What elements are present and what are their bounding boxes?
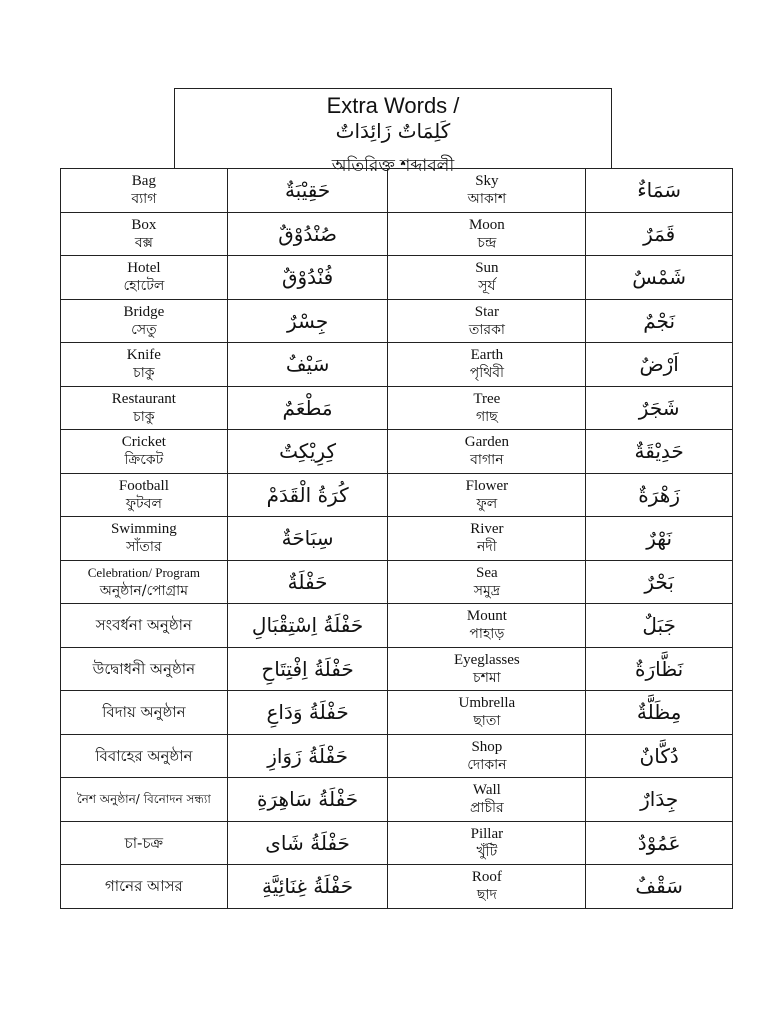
right-meaning-cell bbox=[388, 517, 586, 561]
right-meaning-cell bbox=[388, 691, 586, 735]
english-word: Shop bbox=[471, 738, 503, 755]
right-meaning-cell bbox=[388, 473, 586, 517]
arabic-word: شَجَرٌ bbox=[638, 395, 680, 420]
right-meaning-cell bbox=[388, 212, 586, 256]
right-meaning-cell bbox=[388, 778, 586, 822]
right-arabic-cell bbox=[586, 343, 733, 387]
english-word: Bridge bbox=[123, 303, 165, 320]
bangla-word: প্রাচীর bbox=[469, 800, 504, 817]
arabic-word: نَظَّارَةٌ bbox=[635, 656, 684, 681]
page-title bbox=[175, 93, 611, 143]
english-word: Sun bbox=[475, 260, 499, 277]
arabic-word: حَفْلَةُ زَوَازِ bbox=[267, 743, 348, 768]
right-arabic-cell bbox=[586, 821, 733, 865]
english-word: Eyeglasses bbox=[453, 651, 520, 668]
english-word: Sea bbox=[476, 564, 498, 581]
bangla-word: নদী bbox=[477, 539, 497, 556]
left-meaning-cell bbox=[61, 169, 228, 213]
english-word: Football bbox=[118, 477, 169, 494]
table-row bbox=[61, 212, 733, 256]
left-arabic-cell bbox=[227, 430, 388, 474]
english-word: Sky bbox=[475, 173, 499, 190]
bangla-word: নৈশ অনুষ্ঠান/ বিনোদন সন্ধ্যা bbox=[76, 792, 211, 807]
left-arabic-cell bbox=[227, 517, 388, 561]
arabic-word: فُنْدُوْقٌ bbox=[281, 265, 334, 290]
left-arabic-cell bbox=[227, 604, 388, 648]
title-english: Extra Words / bbox=[326, 93, 460, 118]
english-word: Swimming bbox=[110, 521, 177, 538]
right-arabic-cell bbox=[586, 169, 733, 213]
bangla-word: চা-চক্র bbox=[124, 833, 164, 852]
arabic-word: حَفْلَةٌ bbox=[287, 569, 328, 594]
left-arabic-cell bbox=[227, 473, 388, 517]
bangla-word: সেতু bbox=[131, 321, 157, 338]
left-meaning-cell bbox=[61, 647, 228, 691]
english-word: Tree bbox=[473, 390, 501, 407]
english-word: Garden bbox=[464, 434, 509, 451]
bangla-word: গাছ bbox=[476, 408, 498, 425]
english-word: Mount bbox=[466, 608, 507, 625]
table-row bbox=[61, 169, 733, 213]
bangla-word: দোকান bbox=[467, 756, 507, 773]
bangla-word: চন্দ্র bbox=[477, 234, 497, 251]
arabic-word: حَفْلَةُ اِسْتِقْبَالِ bbox=[251, 613, 364, 638]
left-meaning-cell bbox=[61, 691, 228, 735]
arabic-word: عَمُوْدٌ bbox=[637, 830, 681, 855]
english-word: Earth bbox=[470, 347, 504, 364]
right-meaning-cell bbox=[388, 560, 586, 604]
table-row bbox=[61, 865, 733, 909]
left-meaning-cell bbox=[61, 821, 228, 865]
bangla-word: ব্যাগ bbox=[131, 191, 157, 208]
arabic-word: حَدِيْقَةٌ bbox=[634, 439, 684, 464]
bangla-word: পৃথিবী bbox=[469, 365, 505, 382]
bangla-word: সাঁতার bbox=[126, 539, 162, 556]
english-word: Pillar bbox=[470, 825, 504, 842]
english-word: Bag bbox=[131, 173, 156, 190]
table-row bbox=[61, 299, 733, 343]
right-arabic-cell bbox=[586, 560, 733, 604]
table-row bbox=[61, 560, 733, 604]
arabic-word: حَفْلَةُ وَدَاعِ bbox=[266, 700, 349, 725]
left-meaning-cell bbox=[61, 430, 228, 474]
right-arabic-cell bbox=[586, 691, 733, 735]
bangla-word: পাহাড় bbox=[469, 626, 505, 643]
bangla-word: বাগান bbox=[470, 452, 504, 469]
arabic-word: حَفْلَةُ شَاى bbox=[265, 830, 350, 855]
title-box bbox=[174, 88, 612, 176]
left-meaning-cell bbox=[61, 865, 228, 909]
right-arabic-cell bbox=[586, 212, 733, 256]
english-word: Roof bbox=[471, 869, 502, 886]
arabic-word: زَهْرَةٌ bbox=[638, 482, 681, 507]
arabic-word: جِدَارٌ bbox=[640, 787, 679, 812]
left-arabic-cell bbox=[227, 865, 388, 909]
bangla-word: খুঁটি bbox=[476, 843, 498, 860]
english-word: Celebration/ Program bbox=[87, 564, 200, 580]
arabic-word: سَمَاءٌ bbox=[637, 178, 682, 203]
bangla-word: বিবাহের অনুষ্ঠান bbox=[95, 746, 193, 765]
left-meaning-cell bbox=[61, 473, 228, 517]
bangla-word: বিদায় অনুষ্ঠান bbox=[102, 703, 186, 722]
arabic-word: بَحْرٌ bbox=[644, 569, 674, 594]
left-meaning-cell bbox=[61, 517, 228, 561]
bangla-word: ছাতা bbox=[473, 713, 501, 730]
right-arabic-cell bbox=[586, 517, 733, 561]
bangla-word: গানের আসর bbox=[104, 877, 183, 896]
table-row bbox=[61, 343, 733, 387]
right-arabic-cell bbox=[586, 256, 733, 300]
right-arabic-cell bbox=[586, 604, 733, 648]
right-meaning-cell bbox=[388, 865, 586, 909]
arabic-word: صُنْدُوْقٌ bbox=[278, 221, 337, 246]
vocabulary-table bbox=[60, 168, 733, 909]
english-word: Hotel bbox=[127, 260, 161, 277]
right-meaning-cell bbox=[388, 299, 586, 343]
arabic-word: نَجْمٌ bbox=[643, 308, 676, 333]
right-meaning-cell bbox=[388, 343, 586, 387]
arabic-word: مَطْعَمٌ bbox=[282, 395, 333, 420]
table-row bbox=[61, 604, 733, 648]
table-row bbox=[61, 691, 733, 735]
table-row bbox=[61, 734, 733, 778]
table-row bbox=[61, 778, 733, 822]
arabic-word: حَفْلَةُ غِنَائِيَّةِ bbox=[262, 874, 354, 899]
left-meaning-cell bbox=[61, 256, 228, 300]
english-word: Restaurant bbox=[111, 390, 176, 407]
right-meaning-cell bbox=[388, 430, 586, 474]
bangla-word: উদ্বোধনী অনুষ্ঠান bbox=[92, 659, 196, 678]
left-arabic-cell bbox=[227, 560, 388, 604]
arabic-word: كِرِيْكِتٌ bbox=[279, 439, 336, 464]
arabic-word: دُكَّانٌ bbox=[639, 743, 679, 768]
arabic-word: قَمَرٌ bbox=[643, 221, 676, 246]
left-meaning-cell bbox=[61, 299, 228, 343]
english-word: Box bbox=[131, 216, 157, 233]
arabic-word: نَهْرٌ bbox=[646, 526, 673, 551]
vocabulary-table-body bbox=[61, 169, 733, 909]
left-meaning-cell bbox=[61, 343, 228, 387]
left-meaning-cell bbox=[61, 386, 228, 430]
table-row bbox=[61, 473, 733, 517]
right-meaning-cell bbox=[388, 256, 586, 300]
arabic-word: حَقِيْبَةٌ bbox=[284, 178, 331, 203]
table-row bbox=[61, 256, 733, 300]
left-arabic-cell bbox=[227, 691, 388, 735]
left-arabic-cell bbox=[227, 734, 388, 778]
left-meaning-cell bbox=[61, 212, 228, 256]
arabic-word: حَفْلَةُ سَاهِرَةِ bbox=[257, 787, 359, 812]
left-meaning-cell bbox=[61, 778, 228, 822]
page-subtitle: অতিরিক্ত শব্দাবলী bbox=[331, 156, 455, 176]
arabic-word: جَبَلٌ bbox=[642, 613, 676, 638]
left-arabic-cell bbox=[227, 778, 388, 822]
bangla-word: চশমা bbox=[473, 669, 501, 686]
arabic-word: مِظَلَّةٌ bbox=[636, 700, 682, 725]
english-word: Flower bbox=[465, 477, 509, 494]
right-arabic-cell bbox=[586, 647, 733, 691]
bangla-word: সমুদ্র bbox=[473, 582, 501, 599]
right-meaning-cell bbox=[388, 821, 586, 865]
title-arabic: كَلِمَاتٌ زَائِدَاتٌ bbox=[335, 119, 451, 143]
left-meaning-cell bbox=[61, 560, 228, 604]
arabic-word: كُرَةُ الْقَدَمْ bbox=[266, 482, 349, 507]
english-word: Star bbox=[474, 303, 499, 320]
table-row bbox=[61, 647, 733, 691]
right-meaning-cell bbox=[388, 647, 586, 691]
bangla-word: ছাদ bbox=[476, 887, 497, 904]
left-meaning-cell bbox=[61, 604, 228, 648]
bangla-word: অনুষ্ঠান/পোগ্রাম bbox=[99, 582, 189, 599]
left-arabic-cell bbox=[227, 343, 388, 387]
right-arabic-cell bbox=[586, 865, 733, 909]
left-arabic-cell bbox=[227, 647, 388, 691]
english-word: Knife bbox=[126, 347, 161, 364]
right-meaning-cell bbox=[388, 734, 586, 778]
arabic-word: جِسْرٌ bbox=[286, 308, 329, 333]
english-word: Moon bbox=[468, 216, 505, 233]
left-arabic-cell bbox=[227, 212, 388, 256]
left-meaning-cell bbox=[61, 734, 228, 778]
bangla-word: চাকু bbox=[133, 365, 155, 382]
english-word: River bbox=[470, 521, 504, 538]
english-word: Wall bbox=[472, 782, 501, 799]
bangla-word: সংবর্ধনা অনুষ্ঠান bbox=[95, 616, 192, 635]
left-arabic-cell bbox=[227, 299, 388, 343]
table-row bbox=[61, 821, 733, 865]
right-arabic-cell bbox=[586, 386, 733, 430]
bangla-word: ফুল bbox=[476, 495, 498, 512]
bangla-word: চাকু bbox=[133, 408, 155, 425]
english-word: Cricket bbox=[121, 434, 166, 451]
right-arabic-cell bbox=[586, 473, 733, 517]
table-row bbox=[61, 386, 733, 430]
bangla-word: হোটেল bbox=[123, 278, 165, 295]
table-row bbox=[61, 517, 733, 561]
right-arabic-cell bbox=[586, 778, 733, 822]
english-word: Umbrella bbox=[458, 695, 516, 712]
arabic-word: اَرْضٌ bbox=[639, 352, 679, 377]
bangla-word: ফুটবল bbox=[125, 495, 162, 512]
right-meaning-cell bbox=[388, 169, 586, 213]
left-arabic-cell bbox=[227, 169, 388, 213]
bangla-word: সূর্য bbox=[478, 278, 496, 295]
left-arabic-cell bbox=[227, 386, 388, 430]
bangla-word: বক্স bbox=[134, 234, 153, 251]
left-arabic-cell bbox=[227, 256, 388, 300]
bangla-word: আকাশ bbox=[467, 191, 507, 208]
bangla-word: তারকা bbox=[468, 321, 505, 338]
arabic-word: سَقْفٌ bbox=[635, 874, 683, 899]
bangla-word: ক্রিকেট bbox=[124, 452, 164, 469]
arabic-word: سِبَاحَةٌ bbox=[281, 526, 334, 551]
arabic-word: شَمْسٌ bbox=[632, 265, 687, 290]
arabic-word: سَيْفٌ bbox=[285, 352, 330, 377]
table-row bbox=[61, 430, 733, 474]
arabic-word: حَفْلَةُ اِفْتِتَاحِ bbox=[261, 656, 354, 681]
right-arabic-cell bbox=[586, 299, 733, 343]
left-arabic-cell bbox=[227, 821, 388, 865]
right-meaning-cell bbox=[388, 604, 586, 648]
right-arabic-cell bbox=[586, 430, 733, 474]
right-meaning-cell bbox=[388, 386, 586, 430]
right-arabic-cell bbox=[586, 734, 733, 778]
